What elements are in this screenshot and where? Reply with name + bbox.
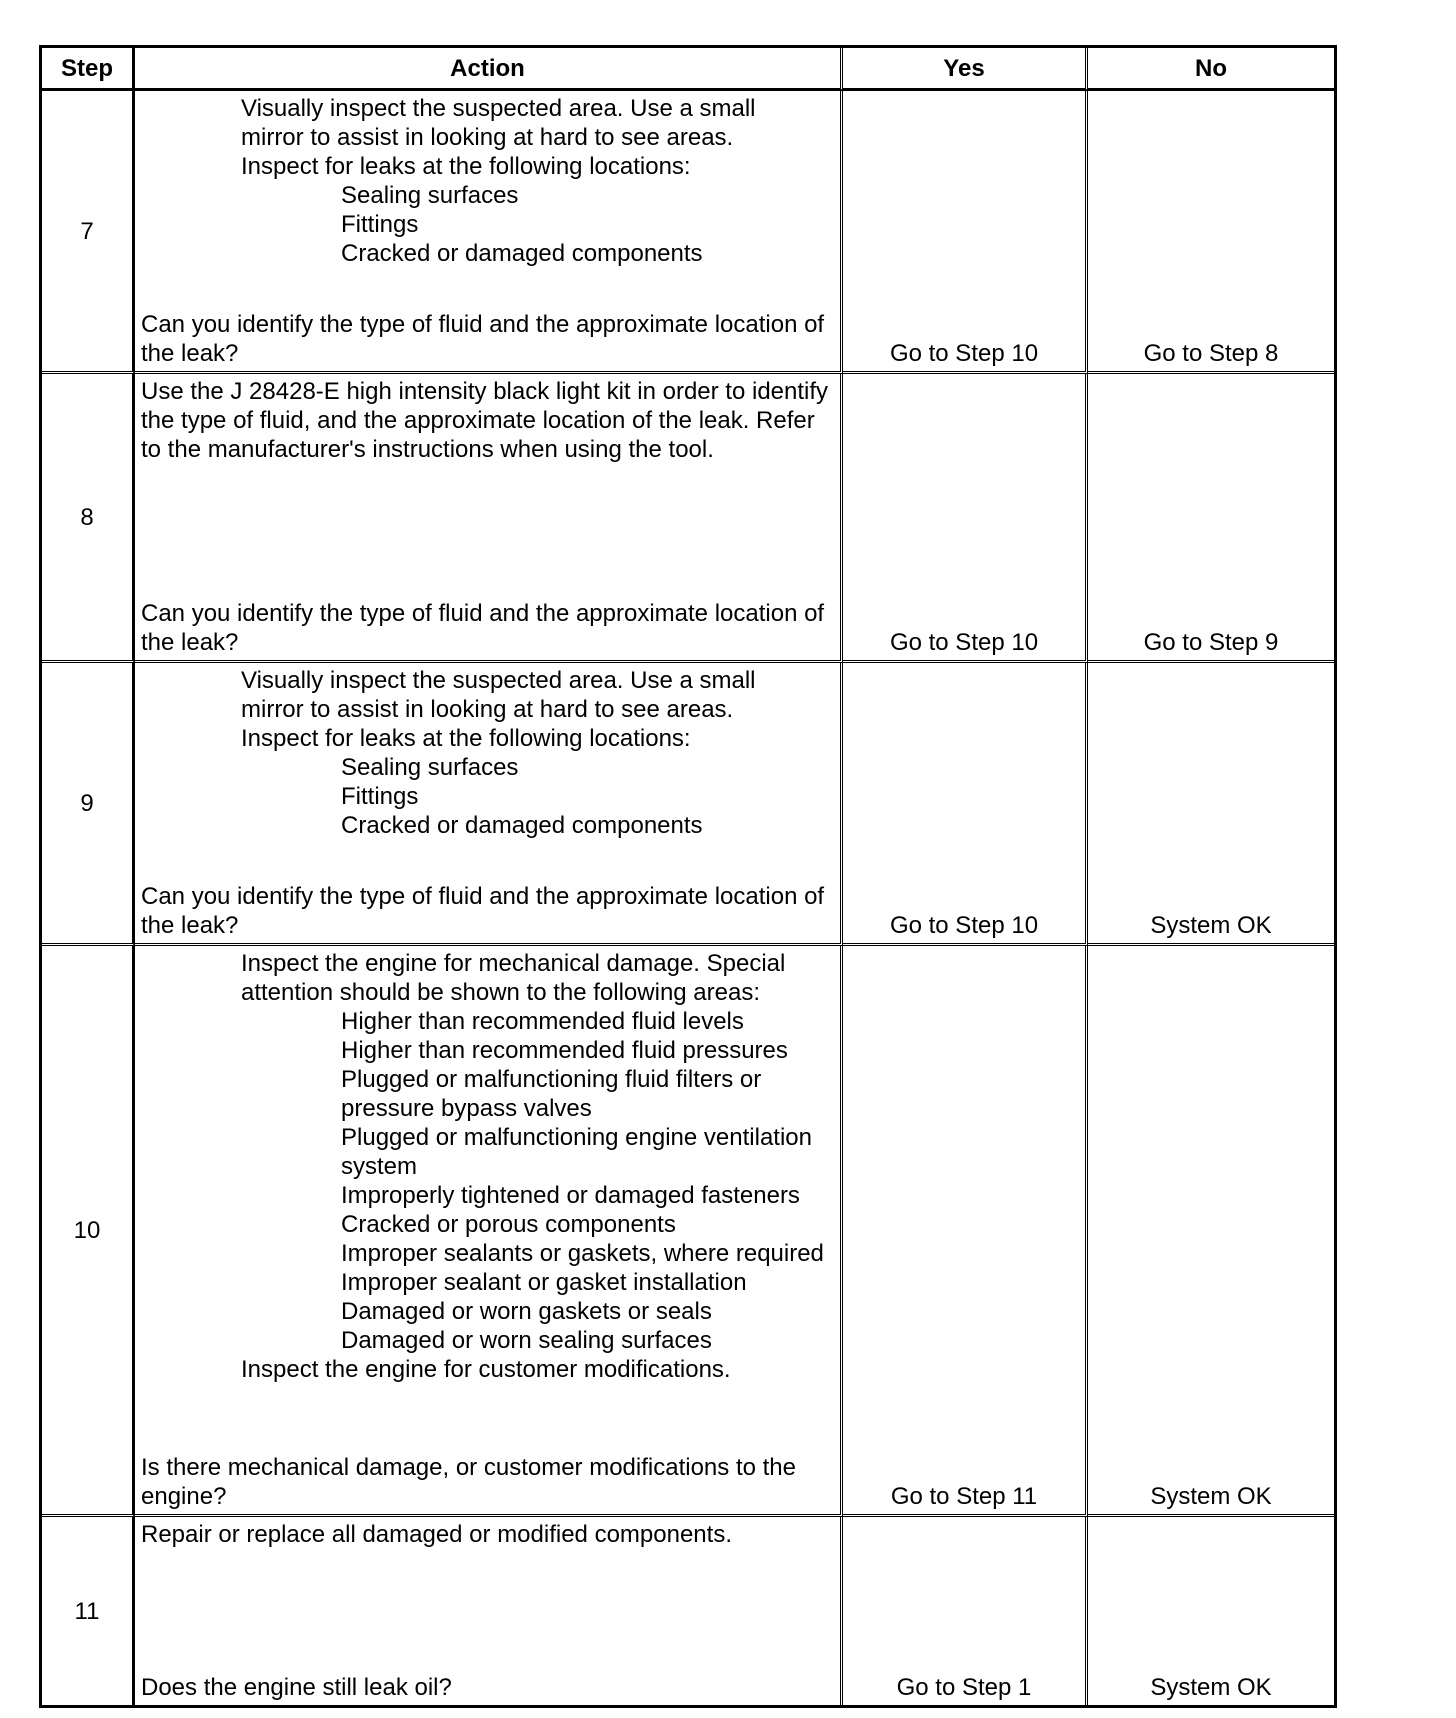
action-text: Repair or replace all damaged or modified components.: [141, 1521, 732, 1548]
action-question: Can you identify the type of fluid and the approximate location of the leak?: [141, 311, 825, 367]
action-line: mirror to assist in looking at hard to see areas.: [241, 124, 734, 151]
header-step: Step: [42, 48, 135, 91]
no-result: System OK: [1150, 1674, 1272, 1701]
action-question: Can you identify the type of fluid and the approximate location of the leak?: [141, 600, 825, 656]
yes-result: Go to Step 10: [843, 91, 1088, 374]
action-line: Inspect the engine for mechanical damage. Special: [241, 950, 786, 977]
no-result: Go to Step 9: [1088, 374, 1334, 663]
no-result: Go to Step 8: [1088, 91, 1334, 374]
action-line: mirror to assist in looking at hard to see areas.: [241, 696, 734, 723]
step-number: 7: [42, 91, 135, 374]
no-result: System OK: [1088, 663, 1334, 946]
step-number: 10: [42, 946, 135, 1517]
table-row: [42, 374, 1334, 663]
yes-result: Go to Step 11: [843, 946, 1088, 1517]
inspection-item: Damaged or worn gaskets or seals: [341, 1298, 712, 1325]
action-cell: [135, 1517, 843, 1705]
action-line: Inspect for leaks at the following locations:: [241, 153, 691, 180]
action-body: [141, 949, 834, 1384]
step-number: 8: [42, 374, 135, 663]
table-row: [42, 946, 1334, 1517]
action-question: Is there mechanical damage, or customer modifications to the engine?: [141, 1454, 796, 1510]
action-line: Visually inspect the suspected area. Use a small: [241, 95, 756, 122]
action-cell: [135, 374, 843, 663]
inspection-item: Plugged or malfunctioning engine ventilation system: [341, 1124, 812, 1180]
action-cell: [135, 663, 843, 946]
action-cell: [135, 946, 843, 1517]
action-question: Can you identify the type of fluid and the approximate location of the leak?: [141, 883, 825, 939]
action-body: [141, 94, 834, 268]
inspection-item: Cracked or damaged components: [341, 240, 703, 267]
inspection-item: Sealing surfaces: [341, 182, 519, 209]
inspection-item: Cracked or porous components: [341, 1211, 676, 1238]
inspection-item: Damaged or worn sealing surfaces: [341, 1327, 712, 1354]
inspection-item: Sealing surfaces: [341, 754, 519, 781]
inspection-item: Fittings: [341, 783, 419, 810]
step-number: 11: [42, 1517, 135, 1705]
inspection-item: Higher than recommended fluid pressures: [341, 1037, 788, 1064]
inspection-item: Cracked or damaged components: [341, 812, 703, 839]
inspection-item: Improper sealants or gaskets, where required: [341, 1240, 824, 1267]
table-row: [42, 663, 1334, 946]
inspection-item: Fittings: [341, 211, 419, 238]
step-number: 9: [42, 663, 135, 946]
inspection-item: Improperly tightened or damaged fasteners: [341, 1182, 800, 1209]
header-action: Action: [135, 48, 843, 91]
action-line: attention should be shown to the following areas:: [241, 979, 761, 1006]
action-body: [141, 666, 834, 840]
table-row: [42, 91, 1334, 374]
header-row: [42, 48, 1334, 91]
header-yes: Yes: [843, 48, 1088, 91]
inspection-item: Plugged or malfunctioning fluid filters or pressure bypass valves: [341, 1066, 762, 1122]
header-no: No: [1088, 48, 1334, 91]
yes-result: Go to Step 10: [843, 374, 1088, 663]
action-line: Inspect the engine for customer modifications.: [241, 1356, 731, 1383]
diagnostic-table: [39, 45, 1337, 1708]
yes-result: Go to Step 10: [843, 663, 1088, 946]
yes-result: Go to Step 1: [843, 1517, 1088, 1705]
action-cell: [135, 91, 843, 374]
action-line: Visually inspect the suspected area. Use a small: [241, 667, 756, 694]
inspection-item: Higher than recommended fluid levels: [341, 1008, 744, 1035]
action-text: Use the J 28428-E high intensity black light kit in order to identify the type of fluid, and the approximate location of the leak. Refer to the manufacturer's instructions when using the tool.: [141, 378, 829, 463]
action-question: Does the engine still leak oil?: [141, 1674, 452, 1701]
table-row: [42, 1517, 1334, 1705]
action-line: Inspect for leaks at the following locations:: [241, 725, 691, 752]
no-result: System OK: [1088, 946, 1334, 1517]
inspection-item: Improper sealant or gasket installation: [341, 1269, 747, 1296]
